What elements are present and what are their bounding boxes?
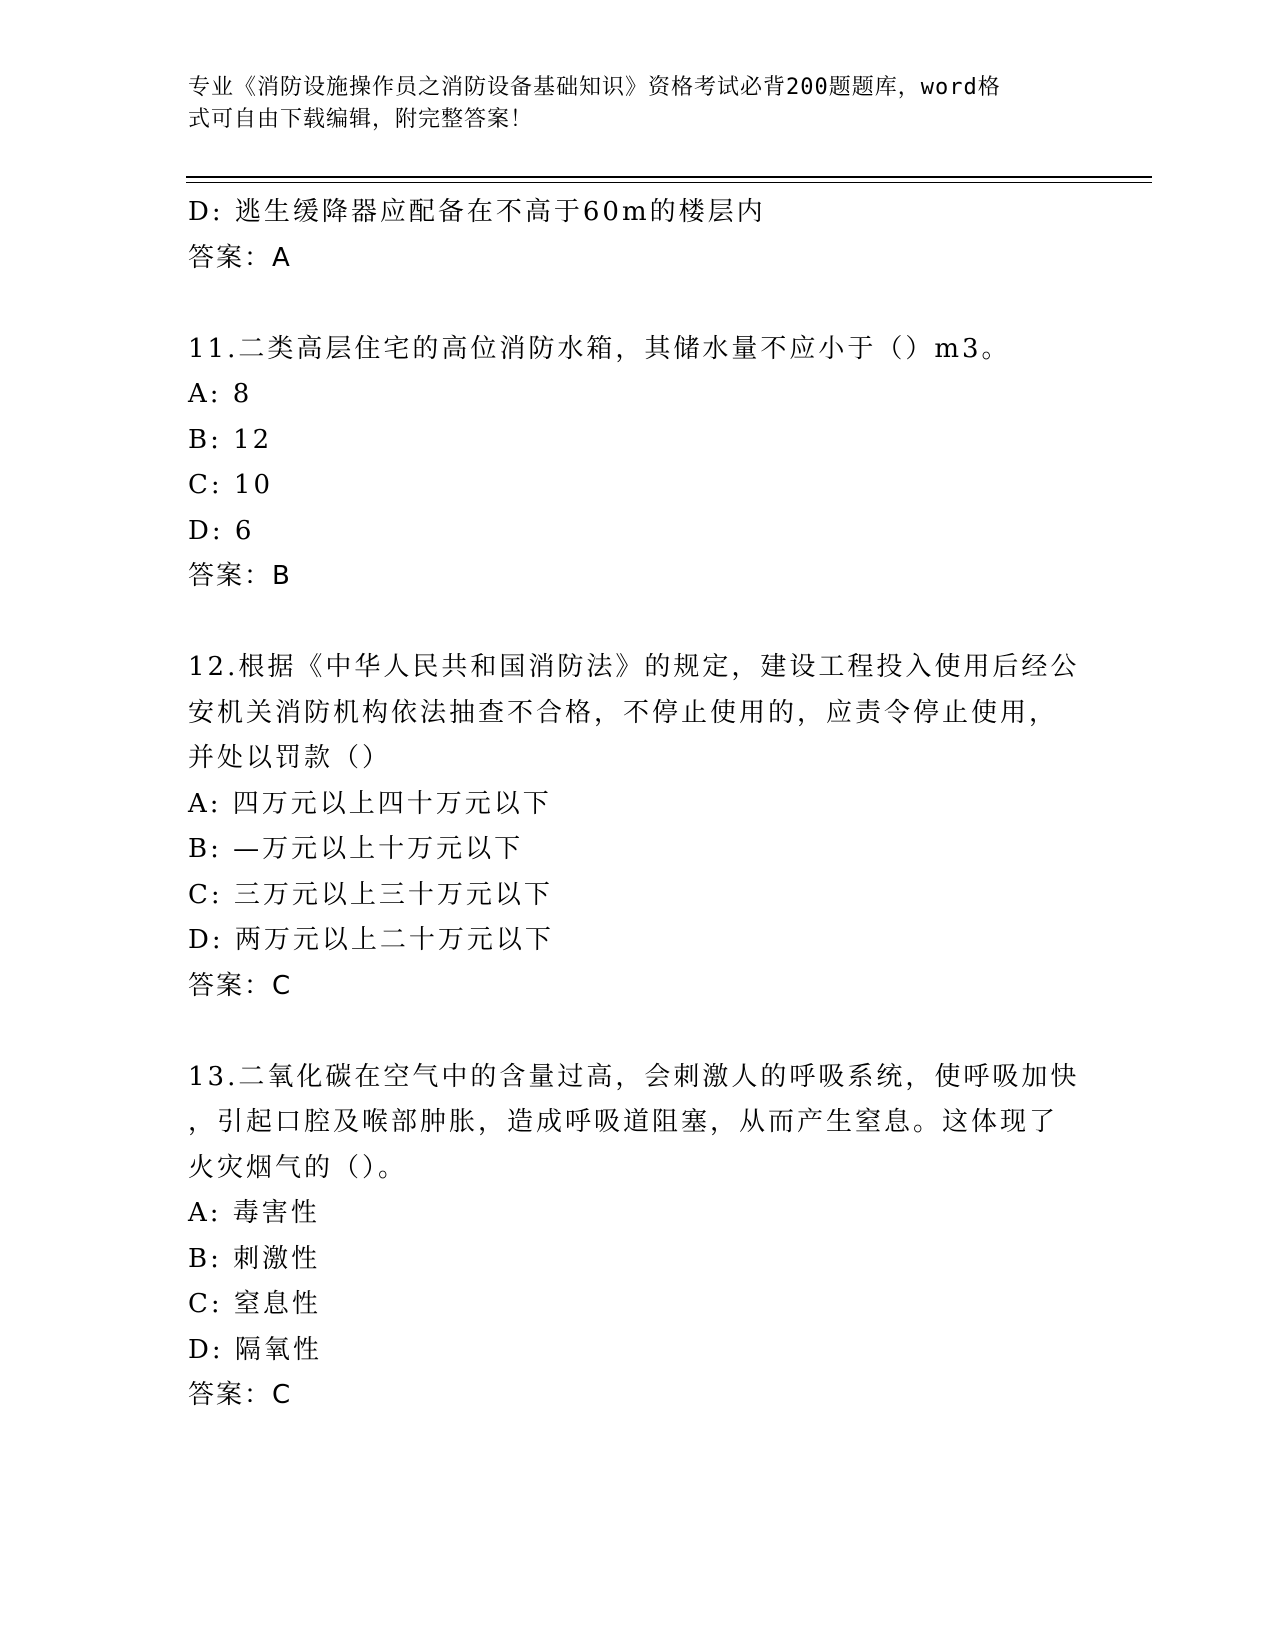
previous-question-tail — [188, 190, 1088, 281]
question-stem: 11.二类高层住宅的高位消防水箱，其储水量不应小于（）m3。 — [188, 333, 1011, 364]
option-a: A: 四万元以上四十万元以下 — [188, 788, 552, 819]
answer-line: 答案：C — [188, 1380, 293, 1410]
spacer — [188, 1009, 1088, 1055]
option-d: D: 隔氧性 — [188, 1334, 322, 1365]
header-line-2: 式可自由下载编辑，附完整答案！ — [188, 107, 534, 132]
document-header — [188, 72, 1068, 136]
question-11 — [188, 327, 1088, 600]
question-stem-line-3: 火灾烟气的（）。 — [188, 1152, 408, 1183]
answer-line: 答案：A — [188, 242, 292, 273]
option-b: B: 刺激性 — [188, 1243, 321, 1274]
question-stem-line-1: 12.根据《中华人民共和国消防法》的规定，建设工程投入使用后经公 — [188, 652, 1080, 682]
option-d: D: 两万元以上二十万元以下 — [188, 925, 554, 955]
answer-line: 答案：B — [188, 561, 292, 591]
header-line-1: 专业《消防设施操作员之消防设备基础知识》资格考试必背200题题库，word格 — [188, 75, 1001, 100]
spacer — [188, 281, 1088, 327]
question-12 — [188, 645, 1088, 1009]
option-a: A: 毒害性 — [188, 1198, 320, 1228]
spacer — [188, 600, 1088, 646]
question-stem-line-3: 并处以罚款（） — [188, 743, 392, 773]
option-d: D: 6 — [188, 515, 255, 546]
option-c: C: 三万元以上三十万元以下 — [188, 879, 553, 910]
question-stem-line-2: 安机关消防机构依法抽查不合格，不停止使用的，应责令停止使用， — [188, 697, 1059, 728]
document-body — [188, 190, 1088, 1419]
option-a: A: 8 — [188, 379, 253, 409]
question-stem-line-1: 13.二氧化碳在空气中的含量过高，会刺激人的呼吸系统，使呼吸加快 — [188, 1061, 1080, 1092]
option-b: B: —万元以上十万元以下 — [188, 834, 524, 864]
question-13 — [188, 1055, 1088, 1419]
question-stem-line-2: ，引起口腔及喉部肿胀，造成呼吸道阻塞，从而产生窒息。这体现了 — [188, 1107, 1059, 1137]
option-b: B: 12 — [188, 424, 273, 455]
option-c: C: 10 — [188, 470, 274, 500]
answer-line: 答案：C — [188, 970, 293, 1001]
option-c: C: 窒息性 — [188, 1289, 321, 1319]
option-d: D: 逃生缓降器应配备在不高于60m的楼层内 — [188, 197, 766, 227]
header-rule-thick — [186, 176, 1152, 178]
header-rule-thin — [186, 182, 1152, 183]
